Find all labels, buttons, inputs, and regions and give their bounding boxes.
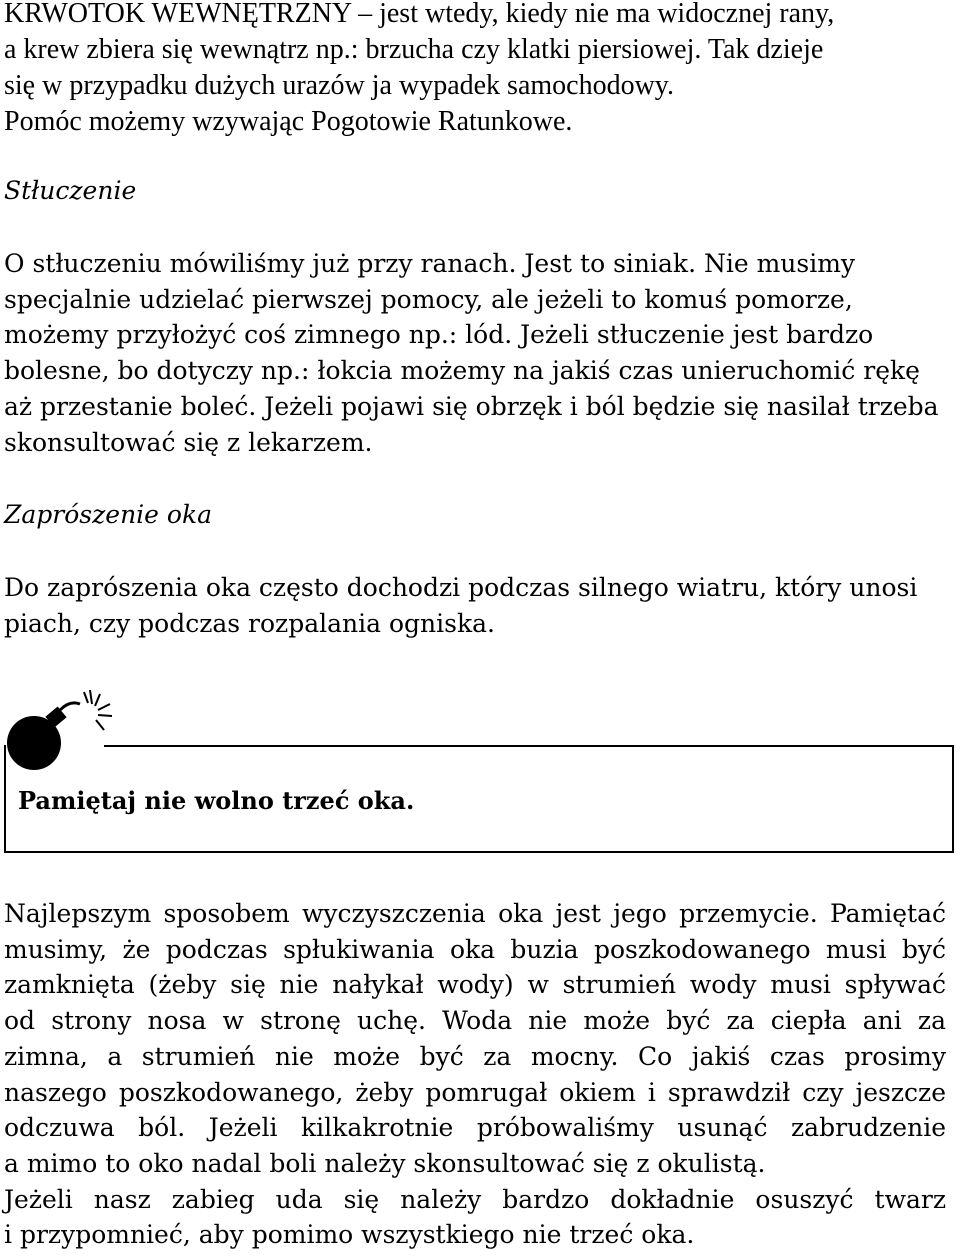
stluczenie-paragraph [4, 246, 939, 460]
body-line: zamknięta (żeby się nie nałykał wody) w strumień wody musi spływać [4, 970, 946, 1000]
krwotok-line: KRWOTOK WEWNĘTRZNY – jest wtedy, kiedy nie ma widocznej rany, [4, 0, 835, 29]
warning-text: Pamiętaj nie wolno trzeć oka. [18, 786, 415, 815]
closing-line: Jeżeli nasz zabieg uda się należy bardzo dokładnie osuszyć twarz [4, 1184, 946, 1214]
krwotok-line: a krew zbiera się wewnątrz np.: brzucha czy klatki piersiowej. Tak dzieje [4, 34, 824, 65]
stluczenie-line: specjalnie udzielać pierwszej pomocy, ale jeżeli to komuś pomorze, [4, 284, 853, 314]
krwotok-line: Pomóc możemy wzywając Pogotowie Ratunkowe. [4, 106, 573, 137]
zaproszenie-body [4, 896, 946, 1253]
zaproszenie-intro-line: piach, czy podczas rozpalania ogniska. [4, 608, 495, 638]
stluczenie-line: O stłuczeniu mówiliśmy już przy ranach. Jest to siniak. Nie musimy [4, 249, 856, 278]
body-line: musimy, że podczas spłukiwania oka buzia poszkodowanego musi być [4, 934, 946, 964]
krwotok-paragraph [4, 0, 946, 140]
section-heading-stluczenie: Stłuczenie [4, 176, 137, 205]
zaproszenie-intro-line: Do zaprószenia oka często dochodzi podczas silnego wiatru, który unosi [4, 573, 918, 602]
warning-box-top-border [104, 745, 954, 747]
closing-line: i przypomnieć, aby pomimo wszystkiego nie trzeć oka. [4, 1220, 695, 1250]
body-line: od strony nosa w stronę uchę. Woda nie może być za ciepła ani za [4, 1006, 946, 1036]
body-line: Najlepszym sposobem wyczyszczenia oka jest jego przemycie. Pamiętać [4, 899, 946, 928]
body-line: zimna, a strumień nie może być za mocny. Co jakiś czas prosimy [4, 1041, 946, 1071]
body-line: odczuwa ból. Jeżeli kilkakrotnie próbowaliśmy usunąć zabrudzenie [4, 1113, 946, 1143]
zaproszenie-intro [4, 570, 917, 641]
section-heading-zaproszenie: Zaprószenie oka [4, 500, 213, 529]
body-line: a mimo to oko nadal boli należy skonsultować się z okulistą. [4, 1148, 766, 1178]
stluczenie-line: możemy przyłożyć coś zimnego np.: lód. Jeżeli stłuczenie jest bardzo [4, 320, 874, 350]
stluczenie-line: aż przestanie boleć. Jeżeli pojawi się obrzęk i ból będzie się nasilał trzeba [4, 391, 939, 421]
stluczenie-line: skonsultować się z lekarzem. [4, 427, 373, 457]
body-line: naszego poszkodowanego, żeby pomrugał okiem i sprawdził czy jeszcze [4, 1077, 946, 1107]
bomb-icon [4, 688, 120, 772]
stluczenie-line: bolesne, bo dotyczy np.: łokcia możemy na jakiś czas unieruchomić rękę [4, 356, 920, 386]
krwotok-line: się w przypadku dużych urazów ja wypadek samochodowy. [4, 70, 674, 101]
